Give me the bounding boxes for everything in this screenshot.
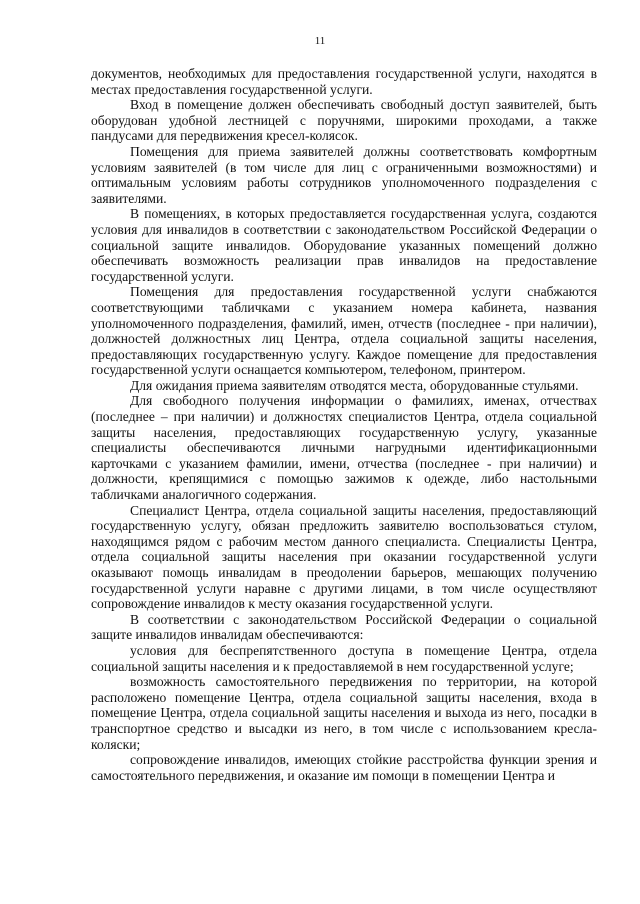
paragraph: документов, необходимых для предоставления государственной услуги, находятся в местах предоставления государственной услуги. xyxy=(91,66,597,97)
paragraph: Помещения для приема заявителей должны соответствовать комфортным условиям заявителей (в том числе для лиц с ограниченными возможностями) и оптимальным условиям работы сотрудников уполномоченного подразделения с заявителями. xyxy=(91,143,597,206)
page-number: 11 xyxy=(314,35,326,47)
paragraph: возможность самостоятельного передвижения по территории, на которой расположено помещение Центра, отдела социальной защиты населения, входа в помещение Центра, отдела социальной защиты населения и выхода из него, посадки в транспортное средство и высадки из него, в том числе с использованием кресла-коляски; xyxy=(91,674,597,752)
document-body xyxy=(91,66,597,783)
paragraph: Вход в помещение должен обеспечивать свободный доступ заявителей, быть оборудован удобной лестницей с поручнями, широкими проходами, а также пандусами для передвижения кресел-колясок. xyxy=(91,97,597,144)
paragraph: В помещениях, в которых предоставляется государственная услуга, создаются условия для инвалидов в соответствии с законодательством Российской Федерации о социальной защите инвалидов. Оборудование указанных помещений должно обеспечивать возможность реализации прав инвалидов на предоставление государственной услуги. xyxy=(91,206,597,284)
paragraph: условия для беспрепятственного доступа в помещение Центра, отдела социальной защиты населения и к предоставляемой в нем государственной услуге; xyxy=(91,642,597,674)
paragraph: сопровождение инвалидов, имеющих стойкие расстройства функции зрения и самостоятельного передвижения, и оказание им помощи в помещении Центра и xyxy=(91,752,597,783)
paragraph: Для свободного получения информации о фамилиях, именах, отчествах (последнее – при наличии) и должностях специалистов Центра, отдела социальной защиты населения, предоставляющих государственную услугу, указанные специалисты обеспечиваются личными нагрудными идентификационными карточками с указанием фамилии, имени, отчества (последнее - при наличии) и должности, крепящимися с помощью зажимов к одежде, либо настольными табличками аналогичного содержания. xyxy=(91,393,597,503)
paragraph: В соответствии с законодательством Российской Федерации о социальной защите инвалидов инвалидам обеспечиваются: xyxy=(91,611,597,643)
paragraph: Специалист Центра, отдела социальной защиты населения, предоставляющий государственную услугу, обязан предложить заявителю воспользоваться стулом, находящимся рядом с рабочим местом данного специалиста. Специалисты Центра, отдела социальной защиты населения при оказании государственной услуги оказывают помощь инвалидам в преодолении барьеров, мешающих получению государственной услуги наравне с другими лицами, в том числе осуществляют сопровождение инвалидов к месту оказания государственной услуги. xyxy=(91,502,597,612)
paragraph: Помещения для предоставления государственной услуги снабжаются соответствующими табличками с указанием номера кабинета, названия уполномоченного подразделения, фамилий, имен, отчеств (последнее - при наличии), должностей должностных лиц Центра, отдела социальной защиты населения, предоставляющих государственную услугу. Каждое помещение для предоставления государственной услуги оснащается компьютером, телефоном, принтером. xyxy=(91,284,597,378)
paragraph: Для ожидания приема заявителям отводятся места, оборудованные стульями. xyxy=(130,377,579,393)
